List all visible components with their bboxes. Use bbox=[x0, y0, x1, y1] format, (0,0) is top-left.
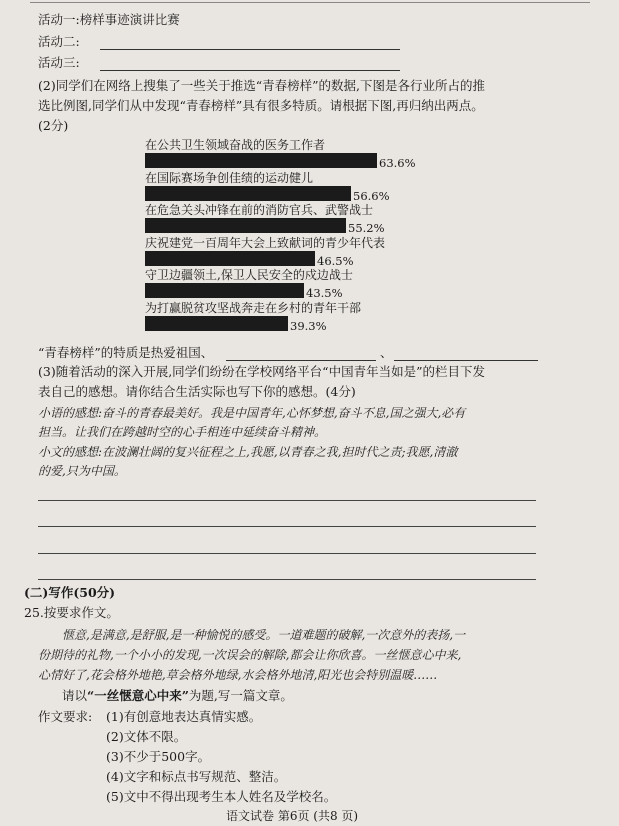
bar-value-label: 63.6% bbox=[379, 156, 416, 170]
bar-category-label: 守卫边疆领土,保卫人民安全的戍边战士 bbox=[145, 268, 353, 282]
essay-requirement-1: (1)有创意地表达真情实感。 bbox=[106, 709, 262, 724]
bar bbox=[145, 251, 315, 266]
essay-prompt-pre: 请以 bbox=[62, 688, 88, 703]
bar bbox=[145, 218, 346, 233]
q3-line-2: 表自己的感想。请你结合生活实际也写下你的感想。(4分) bbox=[38, 384, 356, 399]
xiaowen-thought-line-2: 的爱,只为中国。 bbox=[38, 464, 126, 478]
page-footer: 语文试卷 第6页 (共8 页) bbox=[226, 809, 359, 823]
essay-requirement-4: (4)文字和标点书写规范、整洁。 bbox=[106, 769, 287, 784]
bar-value-label: 56.6% bbox=[353, 188, 390, 203]
answer-line-3[interactable] bbox=[38, 553, 536, 554]
answer-line-4[interactable] bbox=[38, 579, 536, 580]
bar-category-label: 为打赢脱贫攻坚战奔走在乡村的青年干部 bbox=[145, 300, 362, 315]
q2-line-1: (2)同学们在网络上搜集了一些关于推选“青春榜样”的数据,下图是各行业所占的推 bbox=[38, 78, 485, 93]
q2-answer-prefix: “青春榜样”的特质是热爱祖国、 bbox=[38, 345, 214, 360]
bar bbox=[145, 186, 351, 201]
answer-line-1[interactable] bbox=[38, 500, 536, 501]
essay-prompt bbox=[62, 688, 293, 704]
activity-3-label: 活动三: bbox=[38, 55, 80, 70]
essay-requirement-3: (3)不少于500字。 bbox=[106, 749, 211, 764]
bar-value-label: 46.5% bbox=[317, 253, 354, 268]
industry-ratio-chart bbox=[0, 0, 619, 340]
xiaowen-thought-line-1: 小文的感想:在波澜壮阔的复兴征程之上,我愿,以青春之我,担时代之责;我愿,清澈 bbox=[38, 445, 458, 459]
essay-title: “一丝惬意心中来” bbox=[87, 688, 189, 703]
essay-intro-line-1: 惬意,是满意,是舒服,是一种愉悦的感受。一道难题的破解,一次意外的表扬,一 bbox=[62, 628, 466, 642]
essay-intro-line-3: 心情好了,花会格外地艳,草会格外地绿,水会格外地清,阳光也会特别温暖…… bbox=[38, 668, 438, 682]
q2-line-3: (2分) bbox=[38, 118, 69, 133]
bar-value-label: 55.2% bbox=[348, 221, 385, 235]
essay-requirements-label: 作文要求: bbox=[38, 709, 93, 724]
essay-intro-line-2: 份期待的礼物,一个小小的发现,一次误会的解除,都会让你欣喜。一丝惬意心中来, bbox=[38, 648, 462, 662]
q3-line-1: (3)随着活动的深入开展,同学们纷纷在学校网络平台“中国青年当如是”的栏目下发 bbox=[38, 364, 485, 379]
q2-answer-blank-1[interactable] bbox=[226, 360, 376, 361]
bar-value-label: 43.5% bbox=[306, 286, 343, 300]
answer-line-2[interactable] bbox=[38, 526, 536, 527]
bar bbox=[145, 153, 377, 168]
essay-requirement-2: (2)文体不限。 bbox=[106, 729, 187, 744]
bar-category-label: 在国际赛场争创佳绩的运动健儿 bbox=[145, 170, 314, 185]
bar bbox=[145, 283, 304, 298]
bar bbox=[145, 316, 288, 331]
activity-1: 活动一:榜样事迹演讲比赛 bbox=[38, 12, 180, 27]
essay-requirement-5: (5)文中不得出现考生本人姓名及学校名。 bbox=[106, 789, 337, 804]
writing-section-title: (二)写作(50分) bbox=[24, 585, 116, 600]
activity-2-label: 活动二: bbox=[38, 34, 80, 49]
essay-prompt-post: 为题,写一篇文章。 bbox=[188, 688, 293, 703]
bar-category-label: 在危急关头冲锋在前的消防官兵、武警战士 bbox=[145, 203, 374, 217]
question-25: 25.按要求作文。 bbox=[24, 605, 119, 620]
xiaoyu-thought-line-1: 小语的感想:奋斗的青春最美好。我是中国青年,心怀梦想,奋斗不息,国之强大,必有 bbox=[38, 406, 466, 420]
xiaoyu-thought-line-2: 担当。让我们在跨越时空的心手相连中延续奋斗精神。 bbox=[38, 425, 327, 439]
q2-line-2: 选比例图,同学们从中发现“青春榜样”具有很多特质。请根据下图,再归纳出两点。 bbox=[38, 98, 484, 113]
q2-answer-blank-2[interactable] bbox=[394, 360, 538, 361]
bar-value-label: 39.3% bbox=[290, 318, 327, 333]
q2-answer-separator: 、 bbox=[380, 345, 393, 360]
bar-category-label: 在公共卫生领域奋战的医务工作者 bbox=[145, 138, 326, 152]
bar-category-label: 庆祝建党一百周年大会上致献词的青少年代表 bbox=[145, 235, 386, 250]
